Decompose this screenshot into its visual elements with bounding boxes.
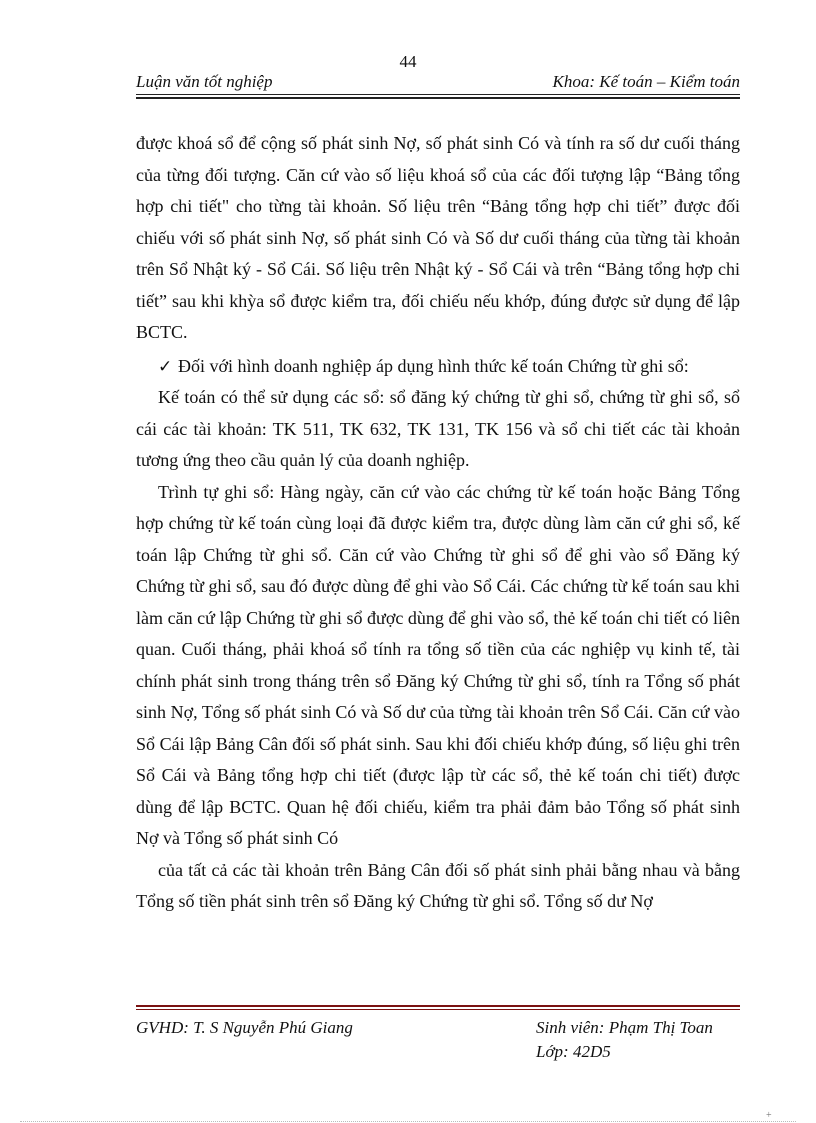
- footer-class: Lớp: 42D5: [536, 1042, 611, 1061]
- page-bottom-border: [20, 1121, 796, 1122]
- paragraph-continuation: được khoá sổ để cộng số phát sinh Nợ, số phát sinh Có và tính ra số dư cuối tháng của từng đối tượng. Căn cứ vào số liệu khoá sổ của các đối tượng lập “Bảng tổng hợp chi tiết" cho từng tài khoản. Số liệu trên “Bảng tổng hợp chi tiết” được đối chiếu với số phát sinh Nợ, số phát sinh Có và Số dư cuối tháng của từng tài khoản trên Sổ Nhật ký - Sổ Cái. Số liệu trên Nhật ký - Sổ Cái và trên “Bảng tổng hợp chi tiết” sau khi khỳa sổ được kiểm tra, đối chiếu nếu khớp, đúng được sử dụng để lập BCTC.: [136, 133, 740, 342]
- page-number: 44: [399, 52, 417, 71]
- document-body: [136, 128, 740, 918]
- checklist-item-text: Đối với hình doanh nghiệp áp dụng hình thức kế toán Chứng từ ghi sổ:: [178, 355, 689, 376]
- checklist-item: [136, 351, 740, 383]
- footer-student: Sinh viên: Phạm Thị Toan: [536, 1018, 713, 1037]
- paragraph-ledgers: Kế toán có thể sử dụng các sổ: sổ đăng ký chứng từ ghi sổ, chứng từ ghi sổ, sổ cái các tài khoản: TK 511, TK 632, TK 131, TK 156 và sổ chi tiết các tài khoản tương ứng theo cầu quản lý của doanh nghiệp.: [136, 387, 740, 470]
- paragraph-final: của tất cả các tài khoản trên Bảng Cân đối số phát sinh phải bằng nhau và bằng Tổng số tiền phát sinh trên sổ Đăng ký Chứng từ ghi sổ. Tổng số dư Nợ: [136, 859, 740, 911]
- footer-advisor: GVHD: T. S Nguyễn Phú Giang: [136, 1018, 353, 1037]
- page-header: [136, 72, 740, 94]
- footer-rule-thin: [136, 1009, 740, 1010]
- page-corner-mark-icon: +: [766, 1110, 772, 1121]
- paragraph-recording-sequence: Trình tự ghi sổ: Hàng ngày, căn cứ vào các chứng từ kế toán hoặc Bảng Tổng hợp chứng từ kế toán cùng loại đã được kiểm tra, được dùng làm căn cứ ghi sổ, kế toán lập Chứng từ ghi sổ. Căn cứ vào Chứng từ ghi sổ để ghi vào sổ Đăng ký Chứng từ ghi sổ, sau đó được dùng để ghi vào Sổ Cái. Các chứng từ kế toán sau khi làm căn cứ lập Chứng từ ghi sổ được dùng để ghi vào sổ, thẻ kế toán chi tiết có liên quan. Cuối tháng, phải khoá sổ tính ra tổng số tiền của các nghiệp vụ kinh tế, tài chính phát sinh trong tháng trên sổ Đăng ký Chứng từ ghi sổ, tính ra Tổng số phát sinh Nợ, Tổng số phát sinh Có và Số dư của từng tài khoản trên Sổ Cái. Căn cứ vào Sổ Cái lập Bảng Cân đối số phát sinh. Sau khi đối chiếu khớp đúng, số liệu ghi trên Sổ Cái và Bảng tổng hợp chi tiết (được lập từ các sổ, thẻ kế toán chi tiết) được dùng để lập BCTC. Quan hệ đối chiếu, kiểm tra phải đảm bảo Tổng số phát sinh Nợ và Tổng số phát sinh Có: [136, 481, 740, 848]
- header-right-title: Khoa: Kế toán – Kiểm toán: [552, 72, 740, 91]
- checkmark-icon: ✓: [158, 356, 173, 376]
- header-left-title: Luận văn tốt nghiệp: [136, 72, 273, 91]
- header-rule-thick: [136, 97, 740, 99]
- footer-rule-thick: [136, 1005, 740, 1007]
- header-rule: [136, 94, 740, 95]
